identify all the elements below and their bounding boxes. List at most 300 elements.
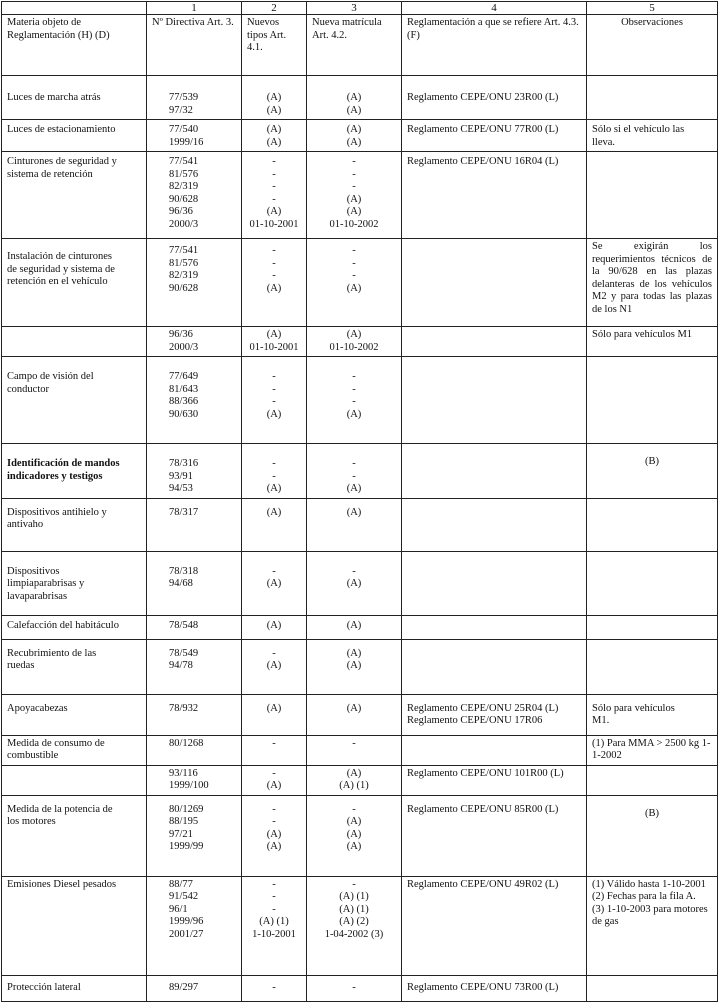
nueva-matricula-cell-line: - xyxy=(352,257,356,269)
reglamentacion-cell xyxy=(402,694,587,735)
nueva-matricula-cell xyxy=(307,551,402,615)
nuevos-tipos-cell-line: - xyxy=(272,371,276,382)
observaciones-cell xyxy=(587,76,718,120)
reglamentacion-cell xyxy=(402,639,587,694)
nueva-matricula-cell xyxy=(307,876,402,975)
directiva-cell-line: 78/318 xyxy=(169,565,199,577)
nueva-matricula-cell-line: (A) xyxy=(346,816,362,827)
table-row xyxy=(2,639,718,694)
directiva-cell-line: 88/195 xyxy=(169,816,199,827)
nueva-matricula-cell-line: (A) xyxy=(346,702,362,714)
header-row xyxy=(2,15,718,76)
directiva-cell-line: 89/297 xyxy=(169,981,199,993)
directiva-cell xyxy=(147,615,242,639)
directiva-cell-line: 2001/27 xyxy=(169,928,204,940)
column-number: 2 xyxy=(242,2,307,15)
directiva-cell xyxy=(147,876,242,975)
table-row xyxy=(2,120,718,152)
observaciones-cell xyxy=(587,639,718,694)
directiva-cell-line: 82/319 xyxy=(169,270,199,281)
nuevos-tipos-cell-line: - xyxy=(272,383,276,395)
nuevos-tipos-cell-line: (A) xyxy=(266,408,282,420)
observaciones-cell-line: (B) xyxy=(645,807,659,819)
reglamentacion-cell-line: Reglamento CEPE/ONU 25R04 (L) xyxy=(407,702,559,714)
table-row xyxy=(2,76,718,120)
directiva-cell-line: 80/1269 xyxy=(169,803,204,815)
reglamentacion-cell xyxy=(402,327,587,357)
table-row xyxy=(2,327,718,357)
directiva-cell-line: 90/628 xyxy=(169,193,199,205)
observaciones-cell xyxy=(587,327,718,357)
table-row xyxy=(2,876,718,975)
column-number-row xyxy=(2,2,718,15)
directiva-cell-line: 78/549 xyxy=(169,647,199,659)
nuevos-tipos-cell-line: - xyxy=(272,257,276,269)
reglamentacion-cell xyxy=(402,76,587,120)
nueva-matricula-cell-line: 01-10-2002 xyxy=(329,218,379,230)
nuevos-tipos-cell xyxy=(242,615,307,639)
header-nuevos-tipos: Nuevos tipos Art. 4.1. xyxy=(242,15,307,76)
table-row xyxy=(2,551,718,615)
observaciones-cell xyxy=(587,694,718,735)
header-observaciones: Observaciones xyxy=(587,15,718,76)
directiva-cell xyxy=(147,76,242,120)
materia-cell-line: Emisiones Diesel pesados xyxy=(7,878,117,890)
materia-cell-line: Medida de la potencia de xyxy=(7,803,113,815)
nuevos-tipos-cell-line: (A) xyxy=(266,282,282,294)
observaciones-cell xyxy=(587,765,718,795)
regulation-table xyxy=(1,1,718,1002)
nuevos-tipos-cell-line: - xyxy=(272,181,276,192)
directiva-cell-line: 1999/96 xyxy=(169,916,204,927)
nueva-matricula-cell-line: - xyxy=(352,168,356,180)
nuevos-tipos-cell-line: - xyxy=(272,470,276,482)
observaciones-cell xyxy=(587,444,718,499)
column-number: 4 xyxy=(402,2,587,15)
nuevos-tipos-cell-line: - xyxy=(272,816,276,827)
materia-cell xyxy=(2,551,147,615)
reglamentacion-cell xyxy=(402,615,587,639)
nuevos-tipos-cell-line: (A) xyxy=(266,206,282,217)
table-row xyxy=(2,498,718,551)
nueva-matricula-cell xyxy=(307,735,402,765)
table-row xyxy=(2,444,718,499)
materia-cell-line: de seguridad y sistema de xyxy=(7,263,115,275)
table-row xyxy=(2,152,718,239)
nueva-matricula-cell-line: (A) xyxy=(346,647,362,659)
observaciones-cell-line: (B) xyxy=(645,456,659,467)
nueva-matricula-cell-line: 01-10-2002 xyxy=(329,341,379,353)
directiva-cell-line: 90/630 xyxy=(169,408,199,420)
reglamentacion-cell xyxy=(402,239,587,327)
nuevos-tipos-cell-line: - xyxy=(272,156,276,167)
directiva-cell-line: 97/32 xyxy=(169,104,193,116)
directiva-cell-line: 1999/99 xyxy=(169,841,204,852)
nuevos-tipos-cell-line: (A) xyxy=(266,828,282,840)
materia-cell-line: conductor xyxy=(7,383,49,395)
directiva-cell-line: 80/1268 xyxy=(169,737,204,749)
column-number: 1 xyxy=(147,2,242,15)
reglamentacion-cell-line: Reglamento CEPE/ONU 77R00 (L) xyxy=(407,124,559,135)
directiva-cell-line: 93/91 xyxy=(169,470,193,482)
nueva-matricula-cell-line: (A) (1) xyxy=(339,891,369,902)
table-body xyxy=(2,76,718,1002)
directiva-cell xyxy=(147,735,242,765)
materia-cell-line: Apoyacabezas xyxy=(7,702,68,714)
nuevos-tipos-cell xyxy=(242,735,307,765)
reglamentacion-cell-line: Reglamento CEPE/ONU 73R00 (L) xyxy=(407,981,559,993)
nueva-matricula-cell-line: (A) xyxy=(346,506,362,518)
materia-cell xyxy=(2,975,147,1001)
materia-cell-line: ruedas xyxy=(7,660,35,671)
materia-cell-line: limpiaparabrisas y xyxy=(7,578,85,589)
nuevos-tipos-cell-line: (A) xyxy=(266,329,282,340)
nuevos-tipos-cell xyxy=(242,551,307,615)
nueva-matricula-cell-line: (A) xyxy=(346,282,362,294)
directiva-cell-line: 77/649 xyxy=(169,371,199,382)
reglamentacion-cell-line: Reglamento CEPE/ONU 101R00 (L) xyxy=(407,767,564,779)
nuevos-tipos-cell xyxy=(242,795,307,876)
directiva-cell-line: 93/116 xyxy=(169,767,198,779)
nuevos-tipos-cell xyxy=(242,120,307,152)
nueva-matricula-cell-line: (A) xyxy=(346,104,362,116)
nuevos-tipos-cell-line: - xyxy=(272,396,276,407)
nueva-matricula-cell-line: (A) (1) xyxy=(339,780,369,791)
observaciones-cell xyxy=(587,795,718,876)
materia-cell-line: retención en el vehículo xyxy=(7,276,108,287)
reglamentacion-cell xyxy=(402,795,587,876)
nueva-matricula-cell-line: - xyxy=(352,981,356,993)
directiva-cell xyxy=(147,152,242,239)
directiva-cell-line: 2000/3 xyxy=(169,218,199,230)
nuevos-tipos-cell-line: - xyxy=(272,647,276,659)
materia-cell-line: Cinturones de seguridad y xyxy=(7,156,117,167)
nuevos-tipos-cell-line: 01-10-2001 xyxy=(249,341,299,353)
materia-cell xyxy=(2,639,147,694)
reglamentacion-cell xyxy=(402,876,587,975)
directiva-cell xyxy=(147,327,242,357)
directiva-cell-line: 88/366 xyxy=(169,396,199,407)
nuevos-tipos-cell-line: - xyxy=(272,168,276,180)
nueva-matricula-cell-line: (A) xyxy=(346,136,362,148)
materia-cell xyxy=(2,327,147,357)
nuevos-tipos-cell-line: (A) xyxy=(266,124,282,135)
nueva-matricula-cell-line: (A) xyxy=(346,483,362,494)
reglamentacion-cell-line: Reglamento CEPE/ONU 16R04 (L) xyxy=(407,156,559,167)
reglamentacion-cell-line: Reglamento CEPE/ONU 85R00 (L) xyxy=(407,803,559,815)
nueva-matricula-cell xyxy=(307,765,402,795)
observaciones-cell-line: (2) Fechas para la fila A. xyxy=(592,891,696,902)
materia-cell xyxy=(2,120,147,152)
materia-cell-line: sistema de retención xyxy=(7,168,93,180)
nuevos-tipos-cell-line: 1-10-2001 xyxy=(252,928,296,940)
header-nueva-matricula: Nueva matrícula Art. 4.2. xyxy=(307,15,402,76)
nuevos-tipos-cell-line: - xyxy=(272,565,276,577)
materia-cell xyxy=(2,876,147,975)
directiva-cell-line: 88/77 xyxy=(169,878,193,890)
observaciones-cell-line: Sólo para vehículos xyxy=(592,702,675,714)
nuevos-tipos-cell-line: (A) xyxy=(266,92,282,103)
nueva-matricula-cell xyxy=(307,639,402,694)
nuevos-tipos-cell xyxy=(242,76,307,120)
nueva-matricula-cell-line: - xyxy=(352,803,356,815)
nueva-matricula-cell-line: - xyxy=(352,458,356,469)
nueva-matricula-cell-line: (A) xyxy=(346,767,362,779)
table-row xyxy=(2,765,718,795)
directiva-cell xyxy=(147,357,242,444)
directiva-cell xyxy=(147,795,242,876)
observaciones-cell-line: (1) Para MMA > 2500 kg 1-1-2002 xyxy=(592,737,711,761)
reglamentacion-cell xyxy=(402,551,587,615)
observaciones-cell xyxy=(587,615,718,639)
nuevos-tipos-cell-line: (A) (1) xyxy=(259,916,289,927)
materia-cell-line: Instalación de cinturones xyxy=(7,251,112,262)
materia-cell-line: indicadores y testigos xyxy=(7,470,103,482)
nuevos-tipos-cell-line: (A) xyxy=(266,578,282,589)
nuevos-tipos-cell-line: - xyxy=(272,245,276,256)
observaciones-cell-line: (1) Válido hasta 1-10-2001 xyxy=(592,878,706,890)
nueva-matricula-cell-line: - xyxy=(352,371,356,382)
directiva-cell xyxy=(147,765,242,795)
nuevos-tipos-cell-line: (A) xyxy=(266,136,282,148)
nuevos-tipos-cell-line: - xyxy=(272,270,276,281)
materia-cell xyxy=(2,765,147,795)
materia-cell xyxy=(2,694,147,735)
materia-cell-line: los motores xyxy=(7,816,56,827)
reglamentacion-cell xyxy=(402,498,587,551)
nuevos-tipos-cell-line: 01-10-2001 xyxy=(249,218,299,230)
materia-cell-line: Identificación de mandos xyxy=(7,458,120,469)
nueva-matricula-cell-line: - xyxy=(352,181,356,192)
header-materia: Materia objeto de Reglamentación (H) (D) xyxy=(2,15,147,76)
reglamentacion-cell-line: Reglamento CEPE/ONU 17R06 xyxy=(407,715,543,726)
nuevos-tipos-cell-line: - xyxy=(272,737,276,749)
nuevos-tipos-cell-line: - xyxy=(272,903,276,915)
reglamentacion-cell-line: Reglamento CEPE/ONU 49R02 (L) xyxy=(407,878,559,890)
observaciones-cell xyxy=(587,876,718,975)
header-reglamentacion: Reglamentación a que se refiere Art. 4.3. (F) xyxy=(402,15,587,76)
nueva-matricula-cell xyxy=(307,795,402,876)
nueva-matricula-cell-line: - xyxy=(352,383,356,395)
materia-cell-line: Dispositivos xyxy=(7,565,60,577)
directiva-cell-line: 90/628 xyxy=(169,282,199,294)
reglamentacion-cell xyxy=(402,152,587,239)
directiva-cell-line: 2000/3 xyxy=(169,341,199,353)
table-row xyxy=(2,735,718,765)
materia-cell-line: Recubrimiento de las xyxy=(7,647,97,659)
materia-cell-line: Calefacción del habitáculo xyxy=(7,619,119,631)
directiva-cell-line: 91/542 xyxy=(169,891,199,902)
nuevos-tipos-cell-line: - xyxy=(272,981,276,993)
nuevos-tipos-cell xyxy=(242,357,307,444)
directiva-cell xyxy=(147,239,242,327)
directiva-cell-line: 96/36 xyxy=(169,329,193,340)
nueva-matricula-cell xyxy=(307,498,402,551)
nuevos-tipos-cell-line: (A) xyxy=(266,104,282,116)
table-row xyxy=(2,795,718,876)
materia-cell xyxy=(2,76,147,120)
reglamentacion-cell-line: Reglamento CEPE/ONU 23R00 (L) xyxy=(407,92,559,103)
materia-cell xyxy=(2,795,147,876)
reglamentacion-cell xyxy=(402,357,587,444)
materia-cell xyxy=(2,498,147,551)
directiva-cell-line: 97/21 xyxy=(169,828,193,840)
directiva-cell xyxy=(147,551,242,615)
nueva-matricula-cell-line: (A) xyxy=(346,660,362,671)
directiva-cell xyxy=(147,444,242,499)
nueva-matricula-cell-line: - xyxy=(352,270,356,281)
reglamentacion-cell xyxy=(402,765,587,795)
materia-cell xyxy=(2,444,147,499)
table-row xyxy=(2,694,718,735)
observaciones-cell xyxy=(587,120,718,152)
directiva-cell-line: 94/53 xyxy=(169,483,193,494)
nueva-matricula-cell xyxy=(307,76,402,120)
column-number: 5 xyxy=(587,2,718,15)
nueva-matricula-cell-line: (A) xyxy=(346,329,362,340)
table-row xyxy=(2,975,718,1001)
directiva-cell-line: 1999/100 xyxy=(169,780,209,791)
observaciones-cell-line: Se exigirán los requerimientos técnicos de la 90/628 en las plazas delanteras de los vehículos M2 y para todas las plazas de los N1 xyxy=(592,241,712,315)
observaciones-cell-line: M1. xyxy=(592,715,610,726)
nuevos-tipos-cell-line: (A) xyxy=(266,483,282,494)
materia-cell xyxy=(2,615,147,639)
nueva-matricula-cell xyxy=(307,694,402,735)
nuevos-tipos-cell-line: - xyxy=(272,767,276,779)
materia-cell-line: combustible xyxy=(7,750,59,761)
nueva-matricula-cell-line: - xyxy=(352,470,356,482)
directiva-cell-line: 77/540 xyxy=(169,124,199,135)
nueva-matricula-cell-line: - xyxy=(352,565,356,577)
nueva-matricula-cell xyxy=(307,615,402,639)
reglamentacion-cell xyxy=(402,975,587,1001)
nuevos-tipos-cell-line: - xyxy=(272,878,276,890)
materia-cell xyxy=(2,735,147,765)
directiva-cell xyxy=(147,639,242,694)
directiva-cell-line: 77/539 xyxy=(169,92,199,103)
nuevos-tipos-cell-line: - xyxy=(272,193,276,205)
directiva-cell xyxy=(147,498,242,551)
nueva-matricula-cell-line: (A) (2) xyxy=(339,916,369,927)
nuevos-tipos-cell-line: (A) xyxy=(266,660,282,671)
nueva-matricula-cell xyxy=(307,152,402,239)
nueva-matricula-cell xyxy=(307,357,402,444)
materia-cell-line: Dispositivos antihielo y xyxy=(7,506,107,518)
directiva-cell-line: 1999/16 xyxy=(169,136,204,148)
reglamentacion-cell xyxy=(402,444,587,499)
materia-cell-line: Campo de visión del xyxy=(7,371,94,382)
materia-cell-line: Protección lateral xyxy=(7,981,81,993)
observaciones-cell-line: Sólo si el vehículo las xyxy=(592,124,685,135)
observaciones-cell-line: Sólo para vehículos M1 xyxy=(592,329,693,340)
table-row xyxy=(2,357,718,444)
observaciones-cell xyxy=(587,498,718,551)
materia-cell xyxy=(2,239,147,327)
observaciones-cell xyxy=(587,975,718,1001)
directiva-cell-line: 78/548 xyxy=(169,619,199,631)
nueva-matricula-cell-line: (A) xyxy=(346,124,362,135)
nuevos-tipos-cell xyxy=(242,765,307,795)
observaciones-cell-line: lleva. xyxy=(592,136,616,148)
nuevos-tipos-cell-line: (A) xyxy=(266,841,282,852)
materia-cell xyxy=(2,152,147,239)
header-directiva: Nº Directiva Art. 3. xyxy=(147,15,242,76)
nuevos-tipos-cell xyxy=(242,876,307,975)
materia-cell-line: Luces de marcha atrás xyxy=(7,92,101,103)
nuevos-tipos-cell xyxy=(242,444,307,499)
column-number: 3 xyxy=(307,2,402,15)
directiva-cell-line: 81/576 xyxy=(169,257,199,269)
materia-cell xyxy=(2,357,147,444)
nuevos-tipos-cell-line: - xyxy=(272,458,276,469)
nueva-matricula-cell-line: - xyxy=(352,878,356,890)
nueva-matricula-cell xyxy=(307,975,402,1001)
nuevos-tipos-cell xyxy=(242,694,307,735)
nueva-matricula-cell-line: (A) xyxy=(346,841,362,852)
nuevos-tipos-cell xyxy=(242,327,307,357)
observaciones-cell-line: (3) 1-10-2003 para motores de gas xyxy=(592,903,708,927)
nueva-matricula-cell-line: (A) xyxy=(346,193,362,205)
nuevos-tipos-cell xyxy=(242,975,307,1001)
directiva-cell xyxy=(147,120,242,152)
materia-cell-line: Luces de estacionamiento xyxy=(7,124,116,135)
nueva-matricula-cell-line: (A) xyxy=(346,619,362,631)
nueva-matricula-cell-line: - xyxy=(352,396,356,407)
table-row xyxy=(2,615,718,639)
nuevos-tipos-cell xyxy=(242,498,307,551)
observaciones-cell xyxy=(587,735,718,765)
directiva-cell-line: 96/36 xyxy=(169,206,193,217)
directiva-cell xyxy=(147,694,242,735)
nuevos-tipos-cell-line: - xyxy=(272,891,276,902)
nueva-matricula-cell-line: (A) xyxy=(346,578,362,589)
nueva-matricula-cell-line: (A) (1) xyxy=(339,903,369,915)
materia-cell-line: Medida de consumo de xyxy=(7,737,105,749)
observaciones-cell xyxy=(587,357,718,444)
nuevos-tipos-cell-line: (A) xyxy=(266,780,282,791)
directiva-cell-line: 94/68 xyxy=(169,578,193,589)
directiva-cell xyxy=(147,975,242,1001)
nueva-matricula-cell xyxy=(307,444,402,499)
reglamentacion-cell xyxy=(402,735,587,765)
table-row xyxy=(2,239,718,327)
nuevos-tipos-cell xyxy=(242,239,307,327)
directiva-cell-line: 81/576 xyxy=(169,168,199,180)
directiva-cell-line: 77/541 xyxy=(169,156,199,167)
directiva-cell-line: 78/316 xyxy=(169,458,199,469)
directiva-cell-line: 82/319 xyxy=(169,181,199,192)
nueva-matricula-cell-line: - xyxy=(352,737,356,749)
directiva-cell-line: 78/317 xyxy=(169,506,199,518)
directiva-cell-line: 77/541 xyxy=(169,245,199,256)
document-page xyxy=(1,1,719,991)
nueva-matricula-cell-line: - xyxy=(352,245,356,256)
directiva-cell-line: 94/78 xyxy=(169,660,193,671)
reglamentacion-cell xyxy=(402,120,587,152)
nuevos-tipos-cell-line: (A) xyxy=(266,619,282,631)
nueva-matricula-cell-line: 1-04-2002 (3) xyxy=(324,928,384,940)
nueva-matricula-cell xyxy=(307,239,402,327)
nuevos-tipos-cell xyxy=(242,152,307,239)
observaciones-cell xyxy=(587,551,718,615)
observaciones-cell xyxy=(587,239,718,327)
nuevos-tipos-cell-line: (A) xyxy=(266,506,282,518)
materia-cell-line: lavaparabrisas xyxy=(7,590,68,602)
nueva-matricula-cell-line: (A) xyxy=(346,828,362,840)
nueva-matricula-cell-line: (A) xyxy=(346,408,362,420)
materia-cell-line: antivaho xyxy=(7,519,44,530)
nueva-matricula-cell-line: (A) xyxy=(346,206,362,217)
